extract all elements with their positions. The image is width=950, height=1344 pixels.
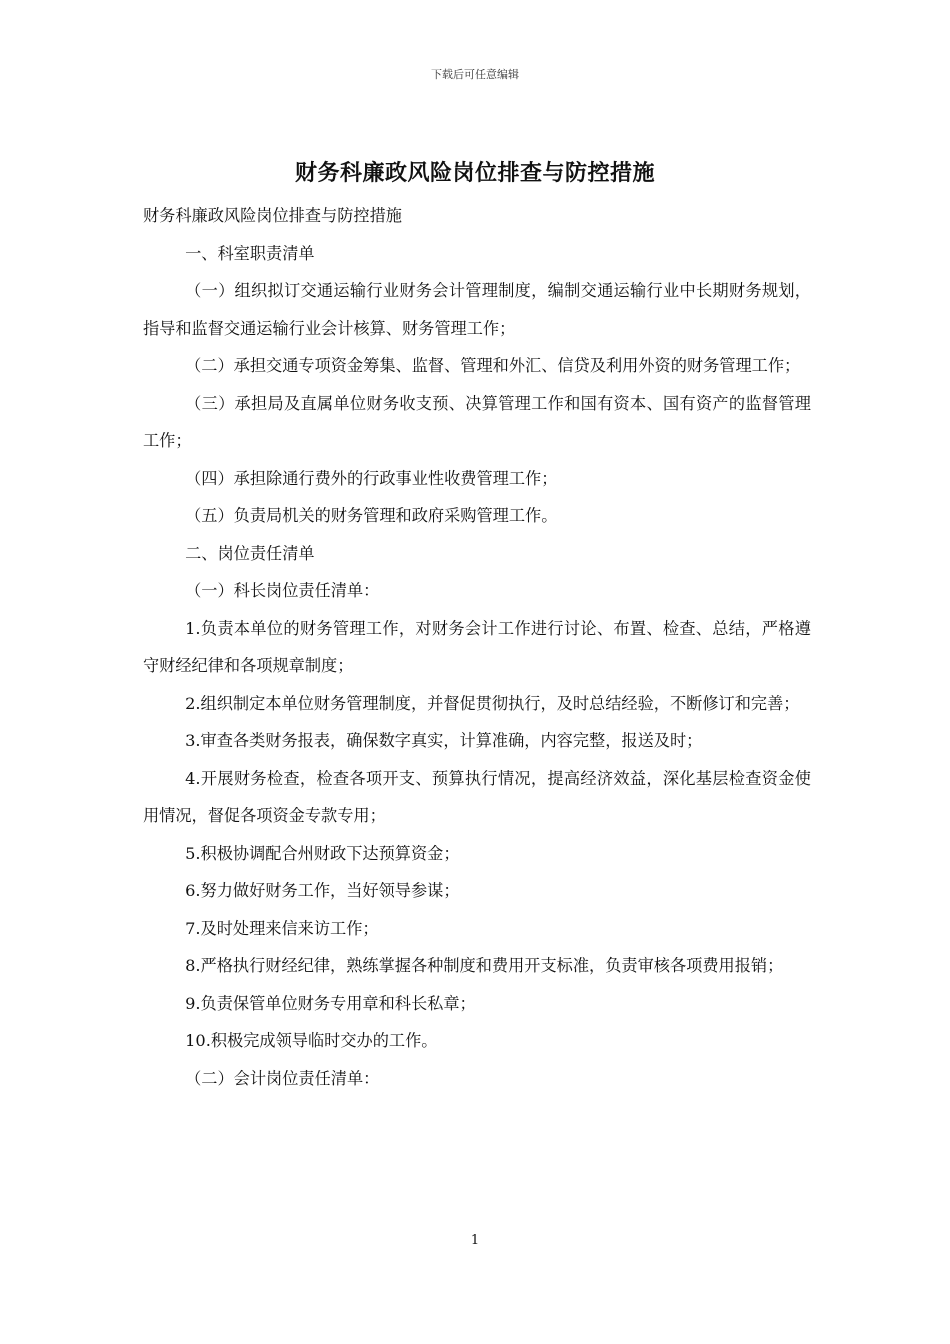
- list-item: 10.积极完成领导临时交办的工作。: [185, 1031, 438, 1050]
- list-item: 8.严格执行财经纪律，熟练掌握各种制度和费用开支标准，负责审核各项费用报销；: [185, 956, 784, 975]
- subsection-heading: （二）会计岗位责任清单：: [185, 1068, 380, 1088]
- paragraph: （四）承担除通行费外的行政事业性收费管理工作；: [185, 468, 558, 488]
- subtitle-line: 财务科廉政风险岗位排查与防控措施: [143, 206, 402, 225]
- list-item: 5.积极协调配合州财政下达预算资金；: [185, 843, 460, 863]
- paragraph: （三）承担局及直属单位财务收支预、决算管理工作和国有资本、国有资产的监督管理工作；: [143, 393, 811, 450]
- list-item: 7.及时处理来信来访工作；: [185, 918, 379, 938]
- subsection-heading: （一）科长岗位责任清单：: [185, 581, 380, 600]
- list-item: 9.负责保管单位财务专用章和科长私章；: [185, 993, 476, 1013]
- list-item: 6.努力做好财务工作，当好领导参谋；: [185, 881, 460, 900]
- document-body: [143, 197, 811, 1097]
- document-title: 财务科廉政风险岗位排查与防控措施: [294, 160, 655, 186]
- list-item: 2.组织制定本单位财务管理制度，并督促贯彻执行，及时总结经验，不断修订和完善；: [185, 693, 800, 713]
- page-number: 1: [470, 1233, 480, 1248]
- paragraph: （二）承担交通专项资金筹集、监督、管理和外汇、信贷及利用外资的财务管理工作；: [185, 356, 801, 375]
- list-item: 4.开展财务检查，检查各项开支、预算执行情况，提高经济效益，深化基层检查资金使用情况，督促各项资金专款专用；: [143, 768, 811, 825]
- section-heading: 二、岗位责任清单: [185, 543, 315, 563]
- list-item: 3.审查各类财务报表，确保数字真实，计算准确，内容完整，报送及时；: [185, 731, 703, 750]
- section-heading: 一、科室职责清单: [185, 243, 315, 263]
- paragraph: （一）组织拟订交通运输行业财务会计管理制度，编制交通运输行业中长期财务规划，指导和监督交通运输行业会计核算、财务管理工作；: [143, 281, 811, 338]
- page-header-note: 下载后可任意编辑: [431, 68, 519, 81]
- list-item: 1.负责本单位的财务管理工作，对财务会计工作进行讨论、布置、检查、总结，严格遵守财经纪律和各项规章制度；: [143, 618, 811, 675]
- paragraph: （五）负责局机关的财务管理和政府采购管理工作。: [185, 506, 558, 525]
